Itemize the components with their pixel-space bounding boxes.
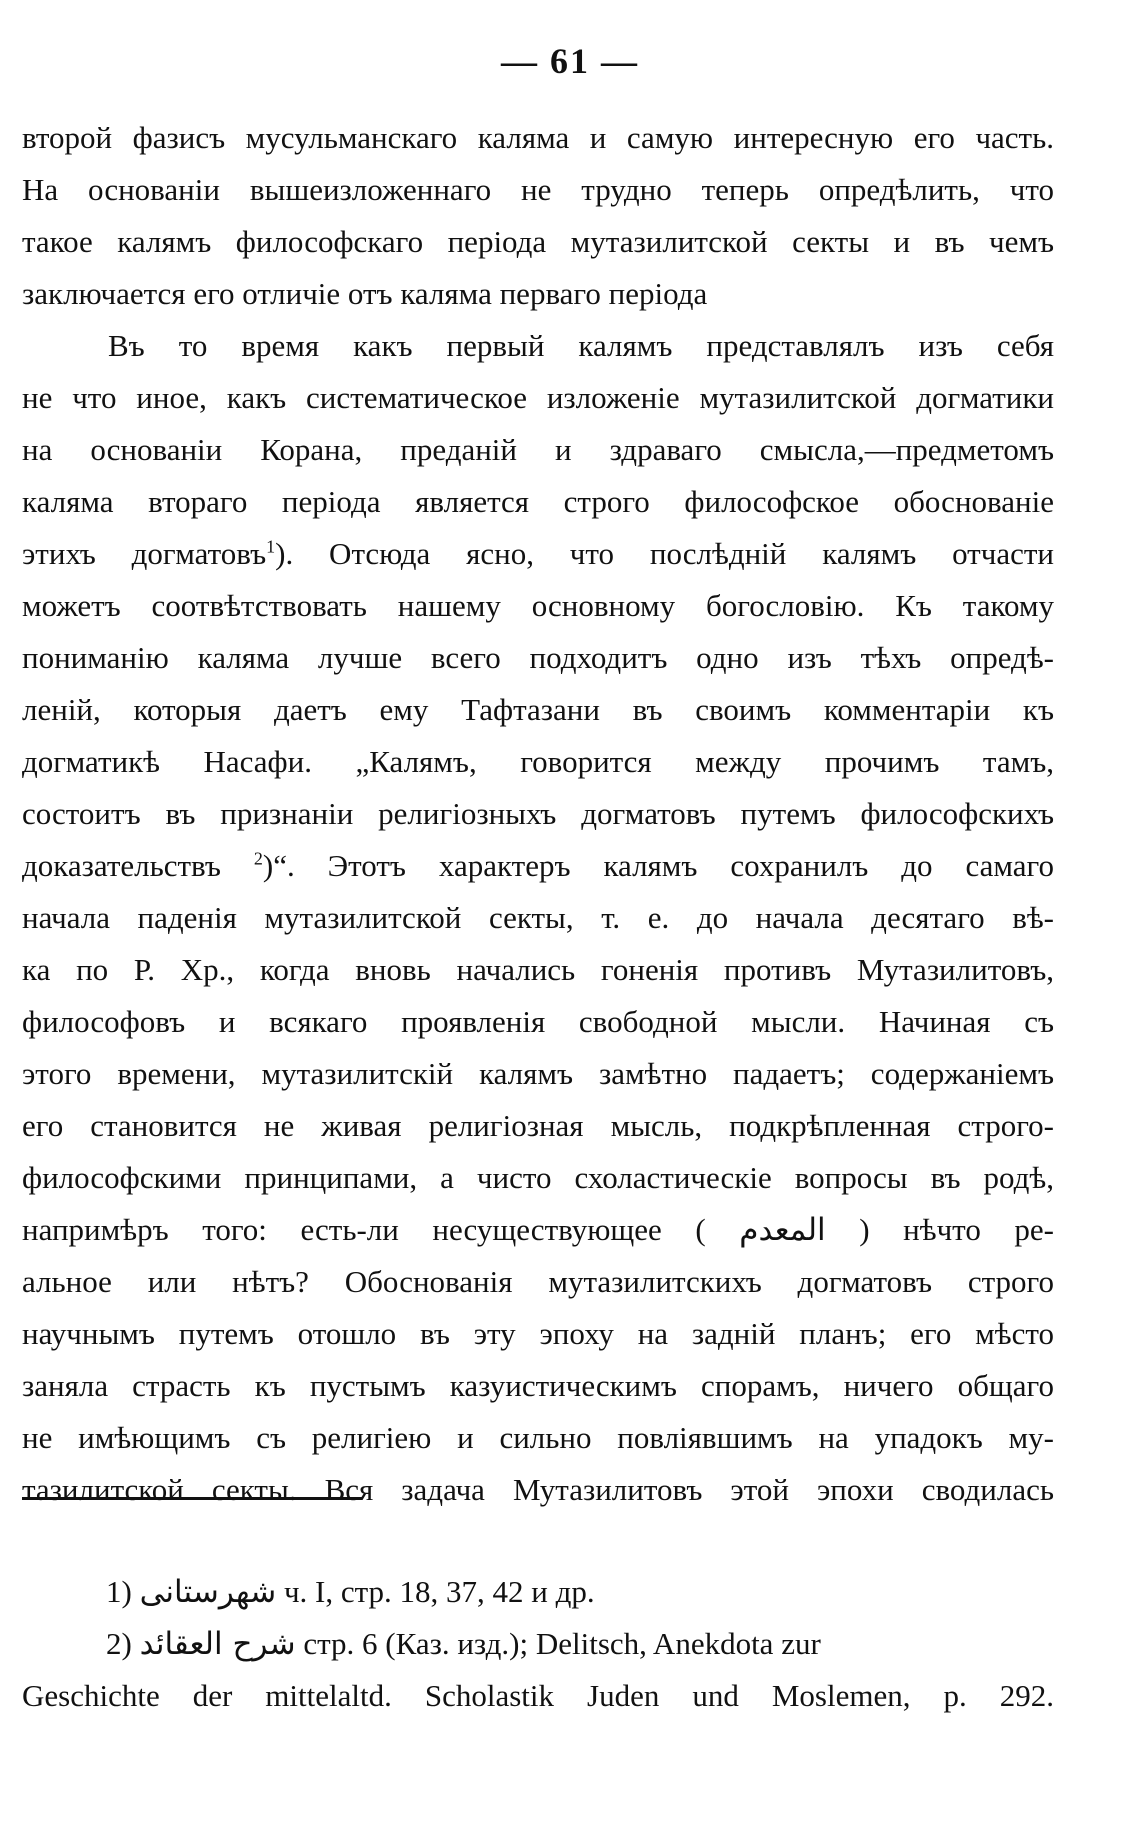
footnote-marker: 1) [106,1574,132,1609]
text-fragment: ). Отсюда ясно, что послѣдній калямъ отчасти [275,536,1054,571]
text-line: можетъ соотвѣтствовать нашему основному богословію. Къ такому [22,588,1054,623]
text-fragment: ) нѣчто ре- [859,1212,1054,1247]
footnote-text: стр. 6 (Каз. изд.); Delitsch, Anekdota zur [303,1626,821,1661]
text-line [22,528,1054,580]
text-fragment: )“. Этотъ характеръ калямъ сохранилъ до самаго [262,848,1054,883]
text-line: альное или нѣтъ? Обоснованія мутазилитскихъ догматовъ строго [22,1264,1054,1299]
text-line: заняла страсть къ пустымъ казуистическимъ спорамъ, ничего общаго [22,1368,1054,1403]
text-line: не что иное, какъ систематическое изложеніе мутазилитской догматики [22,380,1054,415]
body-text [22,112,1054,1516]
text-line: тазилитской секты. Вся задача Мутазилитовъ этой эпохи сводилась [22,1472,1054,1507]
text-line: не имѣющимъ съ религіею и сильно повліявшимъ на упадокъ му- [22,1420,1054,1455]
text-line: начала паденія мутазилитской секты, т. е. до начала десятаго вѣ- [22,900,1054,935]
footnotes [22,1566,1054,1722]
text-line: ка по Р. Хр., когда вновь начались гоненія противъ Мутазилитовъ, [22,952,1054,987]
arabic-term: شهرستانى [139,1574,277,1610]
text-line: на основаніи Корана, преданій и здраваго смысла,—предметомъ [22,432,1054,467]
text-line: философовъ и всякаго проявленія свободной мысли. Начиная съ [22,1004,1054,1039]
text-line: этого времени, мутазилитскій калямъ замѣтно падаетъ; содержаніемъ [22,1056,1054,1091]
text-line: леній, которыя даетъ ему Тафтазани въ своимъ комментаріи къ [22,692,1054,727]
footnote-ref-2: 2 [253,848,263,869]
text-line: научнымъ путемъ отошло въ эту эпоху на задній планъ; его мѣсто [22,1316,1054,1351]
text-fragment: доказательствъ [22,848,254,883]
footnote-1 [22,1566,1054,1618]
text-line: состоитъ въ признаніи религіозныхъ догматовъ путемъ философскихъ [22,796,1054,831]
arabic-term: شرح العقائد [139,1626,296,1662]
footnote-2 [22,1618,1054,1670]
text-line: заключается его отличіе отъ каляма перваго періода [22,276,708,311]
footnote-marker: 2) [106,1626,132,1661]
text-line: каляма втораго періода является строго философское обоснованіе [22,484,1054,519]
text-line: философскими принципами, а чисто схоластическіе вопросы въ родѣ, [22,1160,1054,1195]
text-fragment: этихъ догматовъ [22,536,267,571]
page-number: — 61 — [501,41,639,81]
footnote-text: ч. I, стр. 18, 37, 42 и др. [283,1574,595,1609]
text-line [22,1204,1054,1256]
text-line: На основаніи вышеизложеннаго не трудно теперь опредѣлить, что [22,172,1054,207]
text-fragment: напримѣръ того: есть-ли несуществующее ( [22,1212,706,1247]
footnote-ref-1: 1 [266,536,276,557]
footnote-divider [22,1497,362,1500]
text-line: второй фазисъ мусульманскаго каляма и самую интересную его часть. [22,120,1054,155]
text-line: догматикѣ Насафи. „Калямъ, говорится между прочимъ тамъ, [22,744,1054,779]
text-line: его становится не живая религіозная мысль, подкрѣпленная строго- [22,1108,1054,1143]
text-line: такое калямъ философскаго періода мутазилитской секты и въ чемъ [22,224,1054,259]
arabic-term: المعدم [739,1212,826,1248]
text-line: Въ то время какъ первый калямъ представлялъ изъ себя [108,328,1054,363]
footnote-2-continuation: Geschichte der mittelaltd. Scholastik Juden und Moslemen, p. 292. [22,1678,1054,1713]
text-line: пониманію каляма лучше всего подходитъ одно изъ тѣхъ опредѣ- [22,640,1054,675]
text-line [22,840,1054,892]
